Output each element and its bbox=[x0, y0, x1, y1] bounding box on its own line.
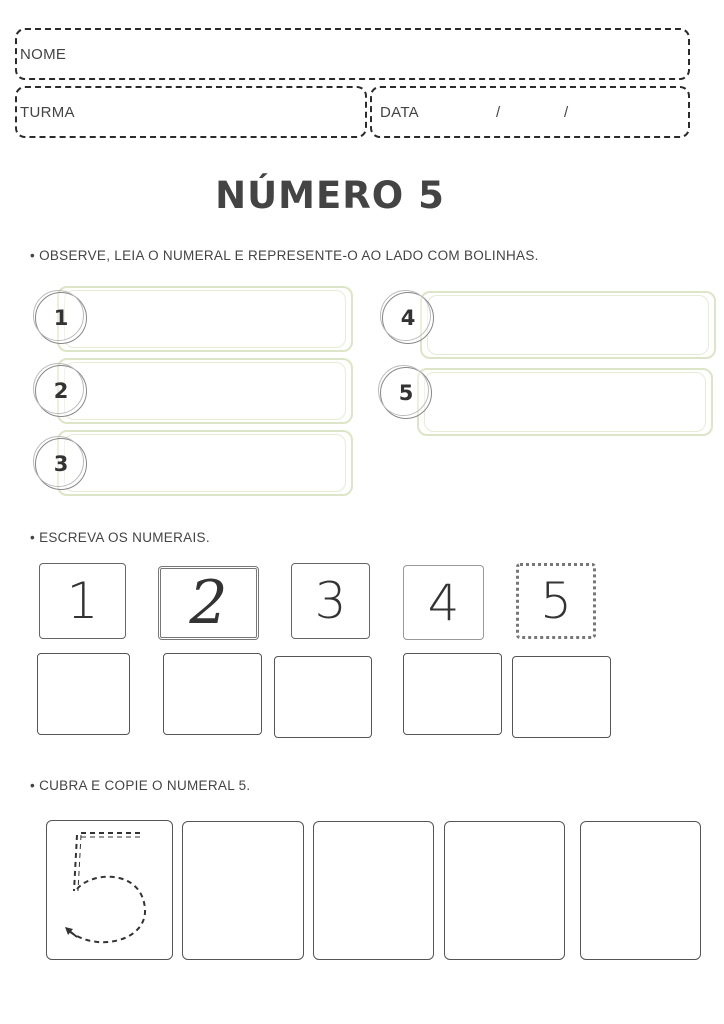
write-box-5[interactable] bbox=[512, 656, 611, 738]
instruction-trace: • CUBRA E COPIE O NUMERAL 5. bbox=[30, 778, 251, 793]
copy-box-1[interactable] bbox=[182, 821, 304, 960]
page-title: NÚMERO 5 bbox=[215, 174, 445, 217]
numeral-sample-4: 4 bbox=[403, 565, 484, 640]
name-field[interactable] bbox=[15, 28, 690, 80]
copy-box-4[interactable] bbox=[580, 821, 701, 960]
write-box-2[interactable] bbox=[163, 653, 262, 735]
number-circle-5: 5 bbox=[380, 367, 432, 419]
instruction-represent: • OBSERVE, LEIA O NUMERAL E REPRESENTE-O AO LADO COM BOLINHAS. bbox=[30, 248, 539, 263]
number-circle-2: 2 bbox=[35, 365, 87, 417]
date-separator: / bbox=[496, 104, 501, 121]
dots-area-frame bbox=[64, 290, 346, 348]
name-label: NOME bbox=[20, 46, 67, 63]
write-box-3[interactable] bbox=[274, 656, 372, 738]
number-circle-3: 3 bbox=[35, 438, 87, 490]
copy-box-2[interactable] bbox=[313, 821, 434, 960]
write-box-4[interactable] bbox=[403, 653, 502, 735]
dots-area-frame bbox=[427, 295, 709, 355]
numeral-sample-2: 2 bbox=[158, 566, 259, 640]
class-label: TURMA bbox=[20, 104, 75, 121]
number-circle-4: 4 bbox=[382, 292, 434, 344]
copy-box-3[interactable] bbox=[444, 821, 565, 960]
number-circle-1: 1 bbox=[35, 292, 87, 344]
dots-area-frame bbox=[64, 362, 346, 420]
dots-area-frame bbox=[424, 372, 706, 432]
numeral-sample-1: 1 bbox=[39, 563, 126, 639]
date-separator: / bbox=[564, 104, 569, 121]
write-box-1[interactable] bbox=[37, 653, 130, 735]
dots-area-frame bbox=[64, 434, 346, 492]
instruction-write: • ESCREVA OS NUMERAIS. bbox=[30, 530, 210, 545]
numeral-sample-3: 3 bbox=[291, 563, 370, 639]
dashed-five-trace bbox=[47, 821, 174, 961]
numeral-sample-5: 5 bbox=[516, 563, 596, 639]
date-label: DATA bbox=[380, 104, 419, 121]
trace-box[interactable] bbox=[46, 820, 173, 960]
